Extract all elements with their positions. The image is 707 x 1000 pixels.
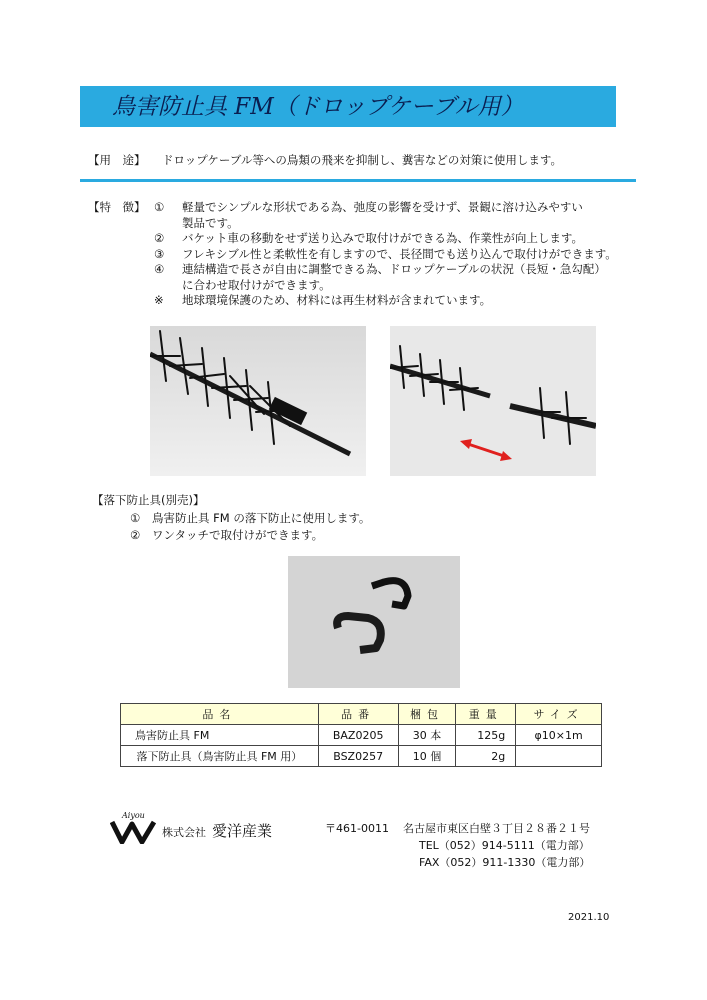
column-header: 品名 [121, 704, 319, 725]
feature-text: バケット車の移動をせず送り込みで取付けができる為、作業性が向上します。 [182, 231, 584, 245]
table-cell: BAZ0205 [318, 725, 398, 746]
clip-heading: 【落下防止具(別売)】 [92, 493, 205, 507]
spec-table [120, 703, 602, 767]
street-address: 名古屋市東区白壁３丁目２８番２１号 [402, 822, 590, 835]
table-cell: 2g [456, 746, 516, 767]
feature-item [88, 200, 617, 216]
clip-item-number: ② [130, 528, 141, 542]
logo-text: Aiyou [122, 811, 145, 820]
table-row [121, 725, 602, 746]
table-header-row [121, 704, 602, 725]
column-header: サイズ [516, 704, 602, 725]
features-label: 【特 徴】 [88, 200, 146, 214]
feature-item [88, 247, 617, 263]
clip-feature-item [130, 527, 370, 544]
feature-number: ③ [154, 246, 165, 261]
table-cell: 10 個 [398, 746, 456, 767]
clip-feature-item [130, 510, 370, 527]
clip-photo [288, 556, 460, 688]
phone-number: TEL（052）914-5111（電力部） [419, 839, 590, 852]
company-prefix: 株式会社 [162, 826, 206, 839]
clip-item-text: ワンタッチで取付けができます。 [152, 528, 324, 542]
column-header: 品番 [318, 704, 398, 725]
usage-section [88, 152, 562, 168]
clip-item-number: ① [130, 511, 141, 525]
company-address [325, 820, 590, 871]
table-cell: 125g [456, 725, 516, 746]
table-cell: 30 本 [398, 725, 456, 746]
usage-label: 【用 途】 [88, 153, 146, 167]
table-cell: BSZ0257 [318, 746, 398, 767]
company-name [162, 820, 272, 841]
note-mark: ※ [154, 293, 164, 307]
table-cell: φ10×1m [516, 725, 602, 746]
table-cell [516, 746, 602, 767]
feature-text: フレキシブル性と柔軟性を有しますので、長径間でも送り込んで取付けができます。 [182, 246, 617, 261]
feature-number: ④ [154, 262, 165, 276]
table-row [121, 746, 602, 767]
feature-note [88, 293, 617, 309]
feature-text: 軽量でシンプルな形状である為、弛度の影響を受けず、景観に溶け込みやすい [182, 200, 583, 214]
feature-text-continued: 製品です。 [182, 215, 239, 230]
product-photo-spikes [150, 326, 366, 476]
feature-note-text: 地球環境保護のため、材料には再生材料が含まれています。 [182, 293, 492, 307]
features-section [88, 200, 617, 309]
feature-item [88, 231, 617, 247]
table-cell: 鳥害防止具 FM [121, 725, 319, 746]
product-photo-connection [390, 326, 596, 476]
issue-date: 2021.10 [568, 912, 610, 923]
feature-text: 連結構造で長さが自由に調整できる為、ドロップケーブルの状況（長短・急勾配） [182, 262, 606, 276]
table-cell: 落下防止具（鳥害防止具 FM 用） [121, 746, 319, 767]
feature-text-continued: に合わせ取付けができます。 [182, 277, 331, 292]
clip-item-text: 鳥害防止具 FM の落下防止に使用します。 [152, 511, 371, 525]
clip-feature-list [130, 510, 370, 544]
postal-code: 〒461-0011 [325, 822, 389, 835]
usage-text: ドロップケーブル等への鳥類の飛来を抑制し、糞害などの対策に使用します。 [162, 153, 562, 167]
fax-number: FAX（052）911-1330（電力部） [419, 856, 591, 869]
feature-number: ① [154, 200, 165, 214]
column-header: 梱包 [398, 704, 456, 725]
feature-item [88, 262, 617, 278]
feature-number: ② [154, 231, 165, 245]
company-logo [110, 810, 156, 844]
company-title: 愛洋産業 [212, 822, 273, 840]
page-title: 鳥害防止具 FM（ドロップケーブル用） [112, 94, 524, 120]
column-header: 重量 [456, 704, 516, 725]
section-divider [80, 179, 636, 182]
